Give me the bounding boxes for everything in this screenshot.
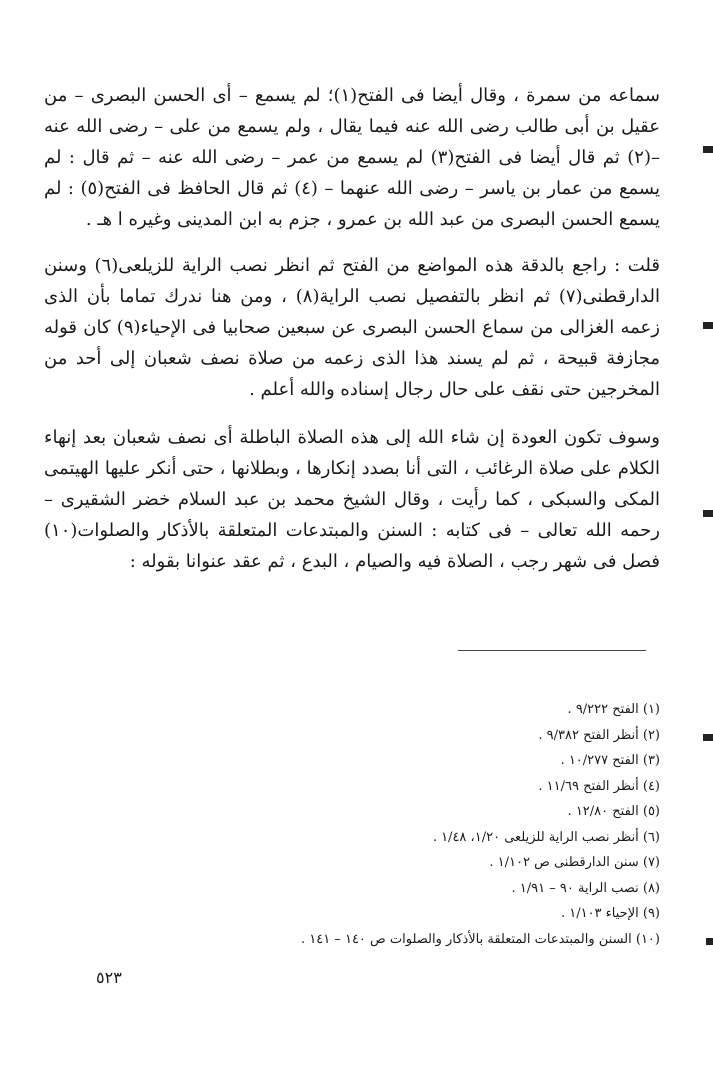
body-paragraph-3: وسوف تكون العودة إن شاء الله إلى هذه الصلاة الباطلة أى نصف شعبان بعد إنهاء الكلام على صلاة الرغائب ، التى أنا بصدد إنكارها ، وبطلانها ، حتى أنكر عليها الهيتمى المكى والسبكى ، كما رأيت ، وقال الشيخ محمد بن عبد السلام خضر الشقيرى – رحمه الله تعالى – فى كتابه : السنن والمبتدعات المتعلقة بالأذكار والصلوات(١٠) فصل فى شهر رجب ، الصلاة فيه والصيام ، البدع ، ثم عقد عنوانا بقوله : bbox=[44, 427, 660, 572]
footnote-3: (٣) الفتح ١٠/٢٧٧ . bbox=[560, 753, 660, 768]
edge-mark bbox=[703, 146, 713, 153]
footnote-1: (١) الفتح ٩/٢٢٢ . bbox=[567, 702, 660, 717]
body-paragraph-1: سماعه من سمرة ، وقال أيضا فى الفتح(١)؛ لم يسمع – أى الحسن البصرى – من عقيل بن أبى طالب رضى الله عنه فيما يقال ، ولم يسمع من على – رضى الله عنه –(٢) ثم قال أيضا فى الفتح(٣) لم يسمع من عمر – رضى الله عنه – ثم قال : لم يسمع من عمار بن ياسر – رضى الله عنهما – (٤) ثم قال الحافظ فى الفتح(٥) : لم يسمع الحسن البصرى من عبد الله بن عمرو ، جزم به ابن المدينى وغيره ا هـ . bbox=[44, 85, 660, 230]
footnotes-list bbox=[100, 697, 660, 952]
edge-mark bbox=[703, 322, 713, 329]
body-paragraph-2: قلت : راجع بالدقة هذه المواضع من الفتح ثم انظر نصب الراية للزيلعى(٦) وسنن الدارقطنى(٧) ثم انظر بالتفصيل نصب الراية(٨) ، ومن هنا ندرك تماما بأن الذى زعمه الغزالى من سماع الحسن البصرى عن سبعين صحابيا فى الإحياء(٩) كان قوله مجازفة قبيحة ، ثم لم يسند هذا الذى زعمه من صلاة نصف شعبان إلى أحد من المخرجين حتى نقف على حال رجال إسناده والله أعلم . bbox=[44, 255, 660, 400]
footnote-7: (٧) سنن الدارقطنى ص ١/١٠٢ . bbox=[489, 855, 660, 870]
footnote-4: (٤) أنظر الفتح ١١/٦٩ . bbox=[538, 778, 660, 794]
footnote-10: (١٠) السنن والمبتدعات المتعلقة بالأذكار والصلوات ص ١٤٠ – ١٤١ . bbox=[300, 931, 660, 947]
footnote-8: (٨) نصب الراية ٩٠ – ١/٩١ . bbox=[511, 880, 660, 896]
edge-mark bbox=[703, 734, 713, 741]
footnote-9: (٩) الإحياء ١/١٠٣ . bbox=[560, 906, 660, 921]
footnote-6: (٦) أنظر نصب الراية للزيلعى ١/٢٠، ١/٤٨ . bbox=[432, 829, 660, 845]
footnote-separator bbox=[458, 650, 646, 651]
footnote-2: (٢) أنظر الفتح ٩/٣٨٢ . bbox=[538, 727, 660, 743]
page-number: ٥٢٣ bbox=[96, 968, 122, 987]
footnote-5: (٥) الفتح ١٢/٨٠ . bbox=[567, 804, 660, 819]
edge-mark bbox=[706, 938, 713, 945]
edge-mark bbox=[703, 510, 713, 517]
